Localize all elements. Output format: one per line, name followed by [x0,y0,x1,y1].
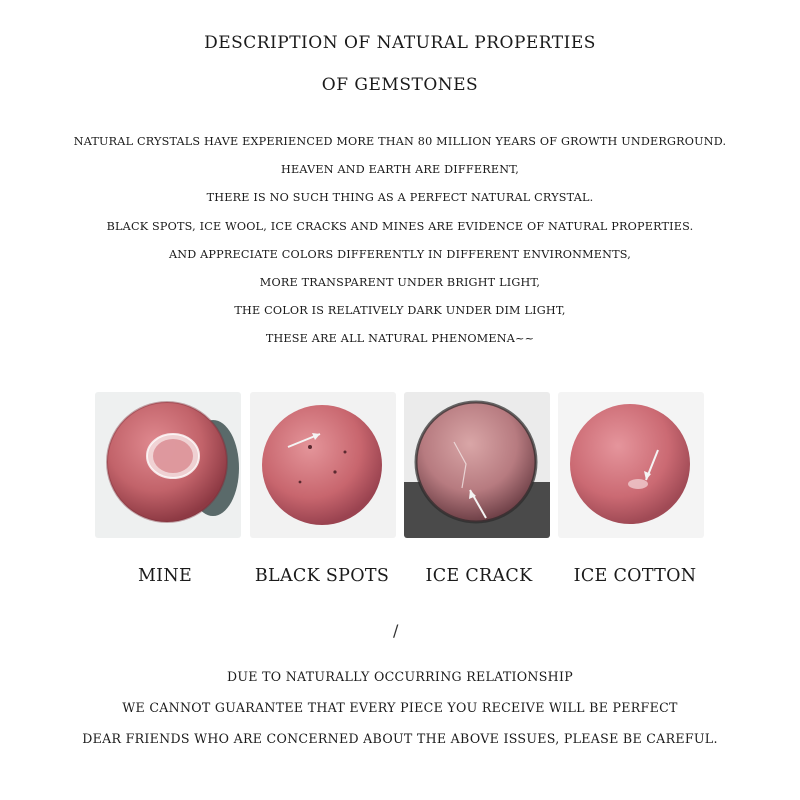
ice-cotton-example-image [558,392,704,538]
description-line: HEAVEN AND EARTH ARE DIFFERENT, [281,163,519,177]
disclaimer-line: WE CANNOT GUARANTEE THAT EVERY PIECE YOU RECEIVE WILL BE PERFECT [122,700,678,715]
divider-mark: / [393,621,399,640]
mine-label: MINE [137,566,193,586]
description-line: THESE ARE ALL NATURAL PHENOMENA~~ [265,332,535,346]
page-title-line-1: DESCRIPTION OF NATURAL PROPERTIES [204,33,596,53]
description-block [0,128,800,354]
disclaimer-line: DUE TO NATURALLY OCCURRING RELATIONSHIP [226,669,574,684]
description-line: MORE TRANSPARENT UNDER BRIGHT LIGHT, [259,275,541,289]
description-line: BLACK SPOTS, ICE WOOL, ICE CRACKS AND MINES ARE EVIDENCE OF NATURAL PROPERTIES. [106,219,694,233]
disclaimer-block [0,661,800,754]
example-images-row [0,392,800,542]
description-line: THERE IS NO SUCH THING AS A PERFECT NATURAL CRYSTAL. [206,191,594,205]
ice-cotton-label: ICE COTTON [573,566,697,586]
black-spots-example-image [250,392,396,538]
ice-crack-label: ICE CRACK [425,566,533,586]
page-title-line-2: OF GEMSTONES [321,75,479,95]
black-spots-label: BLACK SPOTS [254,566,390,586]
description-line: NATURAL CRYSTALS HAVE EXPERIENCED MORE THAN 80 MILLION YEARS OF GROWTH UNDERGROUND. [73,135,727,148]
mine-example-image [95,392,241,538]
description-line: AND APPRECIATE COLORS DIFFERENTLY IN DIFFERENT ENVIRONMENTS, [168,247,632,261]
description-line: THE COLOR IS RELATIVELY DARK UNDER DIM LIGHT, [234,304,566,318]
ice-crack-example-image [404,392,550,538]
disclaimer-line: DEAR FRIENDS WHO ARE CONCERNED ABOUT THE ABOVE ISSUES, PLEASE BE CAREFUL. [82,731,718,746]
